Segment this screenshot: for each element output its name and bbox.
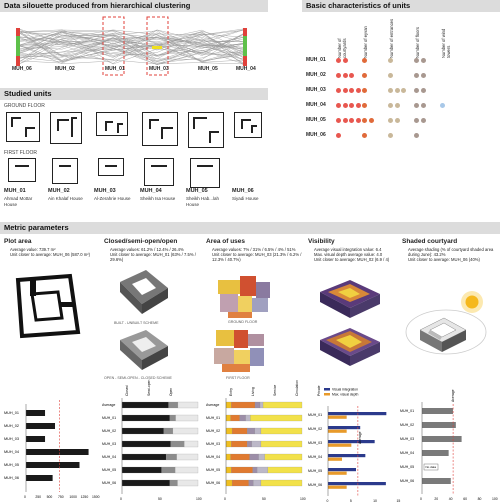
uses-bar-segment — [263, 402, 302, 408]
characteristic-row-label: MUH_04 — [306, 102, 326, 108]
closed-bar-segment — [122, 415, 170, 421]
vis-bar-depth — [328, 472, 347, 475]
shade-tick-label: 100 — [492, 497, 498, 501]
uses-bullets — [212, 247, 304, 263]
shade-tick-label: 40 — [448, 497, 453, 501]
uses-first-plan — [210, 326, 270, 376]
unit-id: MUH_06 — [232, 188, 254, 194]
vis-bar-depth — [328, 486, 347, 489]
visibility-bullet-2: Max. visual depth average value: 4.0 — [314, 252, 383, 258]
visibility-map-ground — [310, 278, 390, 322]
studied-units-header — [0, 88, 268, 100]
unit-name: Sheikh Isa House — [140, 196, 176, 201]
characteristic-column-header: Number of wind towers — [441, 28, 451, 58]
vis-bar-label: MUH_03 — [308, 441, 323, 445]
uses-bar-segment — [246, 415, 251, 421]
vis-bar-depth — [328, 416, 347, 419]
shade-bar — [422, 436, 462, 442]
studied-units-title: Studied units — [4, 89, 52, 98]
count-dot — [349, 88, 354, 93]
plot-bar-label: MUH_06 — [4, 476, 19, 480]
metric-header — [0, 222, 500, 234]
uses-bar-label: MUH_06 — [206, 481, 221, 485]
characteristics-title: Basic characteristics of units — [306, 1, 411, 10]
characteristic-column-header: Number of courtyards — [337, 38, 347, 58]
first-plan-muh_02 — [52, 158, 78, 184]
plot-tick-label: 1000 — [69, 495, 77, 499]
visibility-map-first — [310, 326, 390, 372]
uses-bar-segment — [259, 454, 265, 460]
closed-bar-segment — [122, 454, 166, 460]
shade-tick-label: 0 — [420, 497, 422, 501]
uses-tick-label: 50 — [262, 497, 266, 501]
silhouette-label: MUH_03 — [149, 66, 169, 72]
visibility-bullets — [314, 247, 404, 263]
plot-tick-label: 1250 — [80, 495, 89, 499]
shade-bar-label: MUH_02 — [400, 423, 415, 427]
uses-bar-label: MUH_05 — [206, 468, 221, 472]
uses-bar-segment — [253, 480, 261, 486]
shaded-title: Shaded courtyard — [402, 238, 458, 245]
closed-bar-segment — [176, 415, 198, 421]
count-dot — [362, 118, 367, 123]
characteristic-column-header: Number of eyvan — [363, 26, 368, 58]
ground-plan-muh_04 — [142, 112, 178, 146]
plot-area-bullet-2: Unit closer to average: MUH_06 (587.0 m²) — [10, 252, 91, 258]
silhouette-label: MUH_02 — [55, 66, 75, 72]
closed-bar-segment — [170, 480, 178, 486]
unit-name: Ahmad Mottar House — [4, 196, 33, 207]
ground-plan-muh_05 — [188, 112, 224, 148]
characteristic-row-label: MUH_01 — [306, 57, 326, 63]
closed-tick-label: 100 — [196, 497, 202, 501]
plot-bar-label: MUH_04 — [4, 450, 19, 454]
silhouette-label: MUH_06 — [12, 66, 32, 72]
count-dot — [388, 118, 393, 123]
uses-bar-segment — [260, 402, 263, 408]
shade-tick-label: 80 — [477, 497, 482, 501]
count-dot — [356, 118, 361, 123]
first-plan-muh_05 — [190, 158, 220, 188]
shade-bar-label: MUH_05 — [400, 465, 415, 469]
visibility-bullet-3: Unit closer to average: MUH_02 (6.9 / 4) — [314, 257, 390, 263]
closed-bar-segment — [173, 428, 198, 434]
plot-tick-label: 250 — [35, 495, 42, 499]
vis-bar-integration — [328, 482, 386, 485]
vis-bar-depth — [328, 458, 342, 461]
count-dot — [349, 103, 354, 108]
silhouette-diagram — [0, 14, 268, 78]
plot-area-title: Plot area — [4, 238, 32, 245]
count-dot — [414, 73, 419, 78]
uses-bar-segment — [257, 467, 268, 473]
visibility-bullet-1: Average visual integration value: 6.4 — [314, 247, 382, 252]
count-dot — [440, 103, 445, 108]
count-dot — [369, 118, 374, 123]
closed-bar-label: MUH_01 — [102, 416, 117, 420]
shade-bar — [422, 478, 451, 484]
closed-legend-label: Closed — [125, 385, 129, 396]
closed-bullets — [110, 247, 206, 263]
shaded-bullet-2: Unit closer to average: MUH_06 (40%) — [408, 257, 480, 263]
count-dot — [336, 103, 341, 108]
uses-bar-segment — [250, 454, 259, 460]
count-dot — [362, 73, 367, 78]
closed-bar-segment — [184, 441, 198, 447]
sun-icon — [466, 296, 479, 309]
uses-tick-label: 100 — [300, 497, 306, 501]
uses-bar-segment — [255, 428, 261, 434]
uses-bar-label: Average — [206, 403, 220, 407]
vis-bar-depth — [328, 430, 347, 433]
count-dot — [388, 73, 393, 78]
uses-bar-segment — [252, 441, 261, 447]
ground-floor-label: GROUND FLOOR — [4, 103, 45, 109]
uses-bar-segment — [250, 415, 302, 421]
shaded-bullets — [408, 247, 500, 263]
unit-name: Al-Zerahrie House — [94, 196, 131, 201]
uses-bar-segment — [231, 441, 247, 447]
count-dot — [336, 133, 341, 138]
vis-average-label: Average — [357, 431, 362, 444]
plot-bar — [26, 410, 45, 416]
vis-tick-label: 10 — [373, 499, 377, 503]
count-dot — [356, 88, 361, 93]
plot-tick-label: 500 — [46, 495, 53, 499]
visibility-chart — [306, 386, 404, 504]
shade-bar-label: MUH_06 — [400, 479, 415, 483]
closed-bar-label: MUH_05 — [102, 468, 117, 472]
closed-bar-label: MUH_06 — [102, 481, 117, 485]
plot-tick-label: 0 — [24, 495, 26, 499]
first-floor-label: FIRST FLOOR — [4, 150, 37, 156]
unit-id: MUH_03 — [94, 188, 116, 194]
built-unbuilt-scheme — [112, 268, 172, 320]
count-dot — [343, 88, 348, 93]
shading-diagram — [400, 280, 500, 376]
silhouette-label: MUH_04 — [236, 66, 256, 72]
plot-bar — [26, 423, 55, 429]
count-dot — [356, 103, 361, 108]
shade-bar-label: MUH_03 — [400, 437, 415, 441]
count-dot — [395, 88, 400, 93]
closed-bullet-1: Average values: 61.2% / 12.4% / 26.4% — [110, 247, 184, 252]
count-dot — [362, 103, 367, 108]
uses-legend-label: Living — [251, 387, 255, 396]
closed-bar-segment — [122, 402, 169, 408]
characteristic-column-header: Number of entrances — [389, 18, 394, 58]
shade-average-label: Average — [451, 389, 456, 402]
closed-bar-segment — [178, 402, 198, 408]
uses-bar-segment — [232, 428, 247, 434]
uses-bar-segment — [253, 467, 258, 473]
uses-bar-segment — [226, 415, 231, 421]
uses-bar-segment — [232, 480, 249, 486]
vis-bar-integration — [328, 468, 356, 471]
shade-tick-label: 20 — [434, 497, 439, 501]
silhouette-header — [0, 0, 268, 12]
vis-tick-label: 5 — [349, 499, 352, 503]
count-dot — [343, 58, 348, 63]
uses-bar-segment — [261, 441, 302, 447]
uses-bar-segment — [247, 428, 255, 434]
characteristic-row-label: MUH_03 — [306, 87, 326, 93]
vis-tick-label: 15 — [396, 499, 401, 503]
closed-bar-label: MUH_03 — [102, 442, 117, 446]
vis-bar-label: MUH_01 — [308, 413, 323, 417]
closed-bar-segment — [122, 428, 164, 434]
characteristic-column-header: Number of floors — [415, 27, 420, 58]
plot-tick-label: 750 — [58, 495, 64, 499]
count-dot — [388, 103, 393, 108]
plot-bar-label: MUH_01 — [4, 411, 19, 415]
uses-bar-segment — [226, 454, 231, 460]
count-dot — [349, 73, 354, 78]
closed-bar-segment — [164, 428, 173, 434]
plot-bar — [26, 449, 89, 455]
vis-legend-label: Visual integration — [332, 387, 358, 392]
shade-bar-label: MUH_04 — [400, 451, 415, 455]
uses-bar-label: MUH_04 — [206, 455, 221, 459]
silhouette-label: MUH_05 — [198, 66, 218, 72]
closed-label-bot: OPEN - SEMI-OPEN - CLOSED SCHEME — [104, 376, 172, 380]
plot-area-chart — [0, 392, 100, 504]
uses-legend-label: Private — [317, 385, 321, 396]
vis-legend-swatch — [324, 388, 330, 391]
shade-na-label: No data — [425, 465, 437, 470]
closed-bar-segment — [170, 415, 176, 421]
ground-plan-muh_01 — [6, 112, 40, 142]
closed-bullet-2: Unit closer to average: MUH_01 (63% / 7.5% / 29.6%) — [110, 252, 196, 263]
vis-bar-label: MUH_05 — [308, 469, 323, 473]
count-dot — [336, 73, 341, 78]
closed-tick-label: 50 — [158, 497, 162, 501]
uses-bar-segment — [226, 402, 231, 408]
closed-bar-segment — [122, 480, 170, 486]
vis-bar-label: MUH_06 — [308, 483, 323, 487]
unit-id: MUH_04 — [140, 188, 162, 194]
uses-bar-segment — [226, 441, 231, 447]
uses-bar-segment — [249, 480, 254, 486]
shade-bar — [422, 450, 449, 456]
vis-bar-depth — [328, 444, 351, 447]
closed-bar-label: MUH_02 — [102, 429, 117, 433]
count-dot — [388, 88, 393, 93]
shaded-chart — [398, 382, 500, 504]
count-dot — [421, 73, 426, 78]
plot-bar — [26, 462, 79, 468]
closed-bar-segment — [166, 454, 177, 460]
plot-tick-label: 1500 — [92, 495, 100, 499]
characteristic-row-label: MUH_05 — [306, 117, 326, 123]
uses-label-bot: FIRST FLOOR — [226, 376, 250, 380]
vis-bar-label: MUH_04 — [308, 455, 323, 459]
count-dot — [343, 103, 348, 108]
visibility-title: Visibility — [308, 238, 335, 245]
count-dot — [421, 88, 426, 93]
uses-bar-segment — [231, 402, 255, 408]
plot-bar — [26, 475, 53, 481]
closed-bar-label: MUH_04 — [102, 455, 117, 459]
unit-name: Ain Khalaf House — [48, 196, 83, 201]
uses-legend-label: Entry — [229, 388, 233, 396]
closed-tick-label: 0 — [120, 497, 122, 501]
uses-bar-segment — [231, 454, 250, 460]
closed-bar-segment — [171, 441, 185, 447]
unit-id: MUH_02 — [48, 188, 70, 194]
count-dot — [414, 103, 419, 108]
count-dot — [388, 133, 393, 138]
count-dot — [336, 118, 341, 123]
closed-legend-label: Open — [169, 387, 173, 396]
shade-bar — [422, 422, 456, 428]
uses-bar-segment — [231, 415, 240, 421]
count-dot — [395, 118, 400, 123]
vis-bar-integration — [328, 426, 360, 429]
uses-bar-segment — [261, 480, 302, 486]
closed-bar-segment — [177, 480, 198, 486]
silhouette-label: MUH_01 — [105, 66, 125, 72]
count-dot — [421, 58, 426, 63]
closed-title: Closed/semi-open/open — [104, 238, 178, 245]
closed-bar-segment — [162, 467, 176, 473]
vis-tick-label: 0 — [326, 499, 329, 503]
shaded-bullet-1: Average shading (% of courtyard shaded area during June): 43.2% — [408, 247, 494, 258]
count-dot — [414, 133, 419, 138]
plot-bar-label: MUH_05 — [4, 463, 19, 467]
closed-bar-label: Average — [102, 403, 116, 407]
metric-title: Metric parameters — [4, 223, 69, 232]
shade-bar — [422, 408, 453, 414]
unit-name: Siyadi House — [232, 196, 259, 201]
count-dot — [414, 58, 419, 63]
count-dot — [336, 88, 341, 93]
closed-label-top: BUILT - UNBUILT SCHEME — [114, 321, 159, 325]
closed-bar-segment — [175, 467, 198, 473]
closed-bar-segment — [169, 402, 178, 408]
uses-bar-segment — [240, 415, 246, 421]
unit-id: MUH_05 — [186, 188, 208, 194]
uses-label-top: GROUND FLOOR — [228, 320, 258, 324]
closed-legend-label: Semi-open — [147, 379, 151, 396]
closed-bar-segment — [177, 454, 198, 460]
uses-bullet-2: Unit closer to average: MUH_03 (21.3% / 6.2% / 12.3% / 40.7%) — [212, 252, 302, 263]
count-dot — [395, 103, 400, 108]
uses-ground-plan — [214, 274, 274, 320]
count-dot — [343, 118, 348, 123]
shade-tick-label: 60 — [463, 497, 467, 501]
unit-id: MUH_01 — [4, 188, 26, 194]
plot-bar-label: MUH_02 — [4, 424, 19, 428]
uses-bullet-1: Average values: 7% / 31% / 6.5% / 4% / 51% — [212, 247, 296, 252]
vis-bar-integration — [328, 412, 386, 415]
uses-bar-segment — [226, 467, 231, 473]
vis-legend-label: Max. visual depth — [332, 392, 359, 397]
closed-bar-segment — [122, 441, 171, 447]
count-dot — [414, 118, 419, 123]
plot-area-plan — [8, 272, 88, 340]
closed-chart — [100, 379, 204, 504]
uses-bar-label: MUH_01 — [206, 416, 221, 420]
count-dot — [336, 58, 341, 63]
count-dot — [421, 118, 426, 123]
vis-legend-swatch — [324, 393, 330, 396]
vis-bar-integration — [328, 454, 365, 457]
ground-plan-muh_03 — [96, 112, 128, 136]
uses-bar-segment — [226, 480, 232, 486]
characteristic-row-label: MUH_02 — [306, 72, 326, 78]
uses-bar-segment — [265, 454, 302, 460]
uses-bar-label: MUH_03 — [206, 442, 221, 446]
uses-bar-segment — [255, 402, 260, 408]
silhouette-title: Data silouette produced from hierarchical clustering — [4, 1, 191, 10]
plot-area-bullet-1: Average value: 739.7 m² — [10, 247, 56, 252]
count-dot — [421, 103, 426, 108]
shade-bar-label: MUH_01 — [400, 409, 415, 413]
uses-legend-label: Service — [273, 384, 277, 396]
uses-bar-segment — [231, 467, 252, 473]
count-dot — [349, 118, 354, 123]
uses-title: Area of uses — [206, 238, 246, 245]
uses-bar-segment — [261, 428, 302, 434]
characteristics-header — [302, 0, 500, 12]
uses-legend-label: Circulation — [295, 379, 299, 396]
closed-bar-segment — [122, 467, 162, 473]
count-dot — [388, 58, 393, 63]
unit-name: Sheikh Hab...lah House — [186, 196, 220, 207]
count-dot — [362, 88, 367, 93]
count-dot — [343, 73, 348, 78]
uses-bar-segment — [268, 467, 302, 473]
uses-bar-segment — [247, 441, 252, 447]
vis-bar-integration — [328, 440, 375, 443]
uses-bar-label: MUH_02 — [206, 429, 221, 433]
first-plan-muh_04 — [144, 158, 174, 186]
plot-area-bullets — [10, 247, 96, 257]
uses-chart — [204, 379, 321, 504]
ground-plan-muh_02 — [50, 112, 82, 144]
count-dot — [362, 58, 367, 63]
ground-plan-muh_06 — [234, 112, 262, 138]
uses-tick-label: 0 — [224, 497, 226, 501]
plot-bar — [26, 436, 45, 442]
count-dot — [401, 88, 406, 93]
plot-bar-label: MUH_03 — [4, 437, 19, 441]
count-dot — [362, 133, 367, 138]
uses-bar-segment — [226, 428, 232, 434]
characteristic-row-label: MUH_06 — [306, 132, 326, 138]
open-semi-closed-scheme — [112, 328, 172, 374]
first-plan-muh_01 — [8, 158, 36, 182]
count-dot — [414, 88, 419, 93]
vis-bar-label: MUH_02 — [308, 427, 323, 431]
first-plan-muh_03 — [98, 158, 124, 176]
